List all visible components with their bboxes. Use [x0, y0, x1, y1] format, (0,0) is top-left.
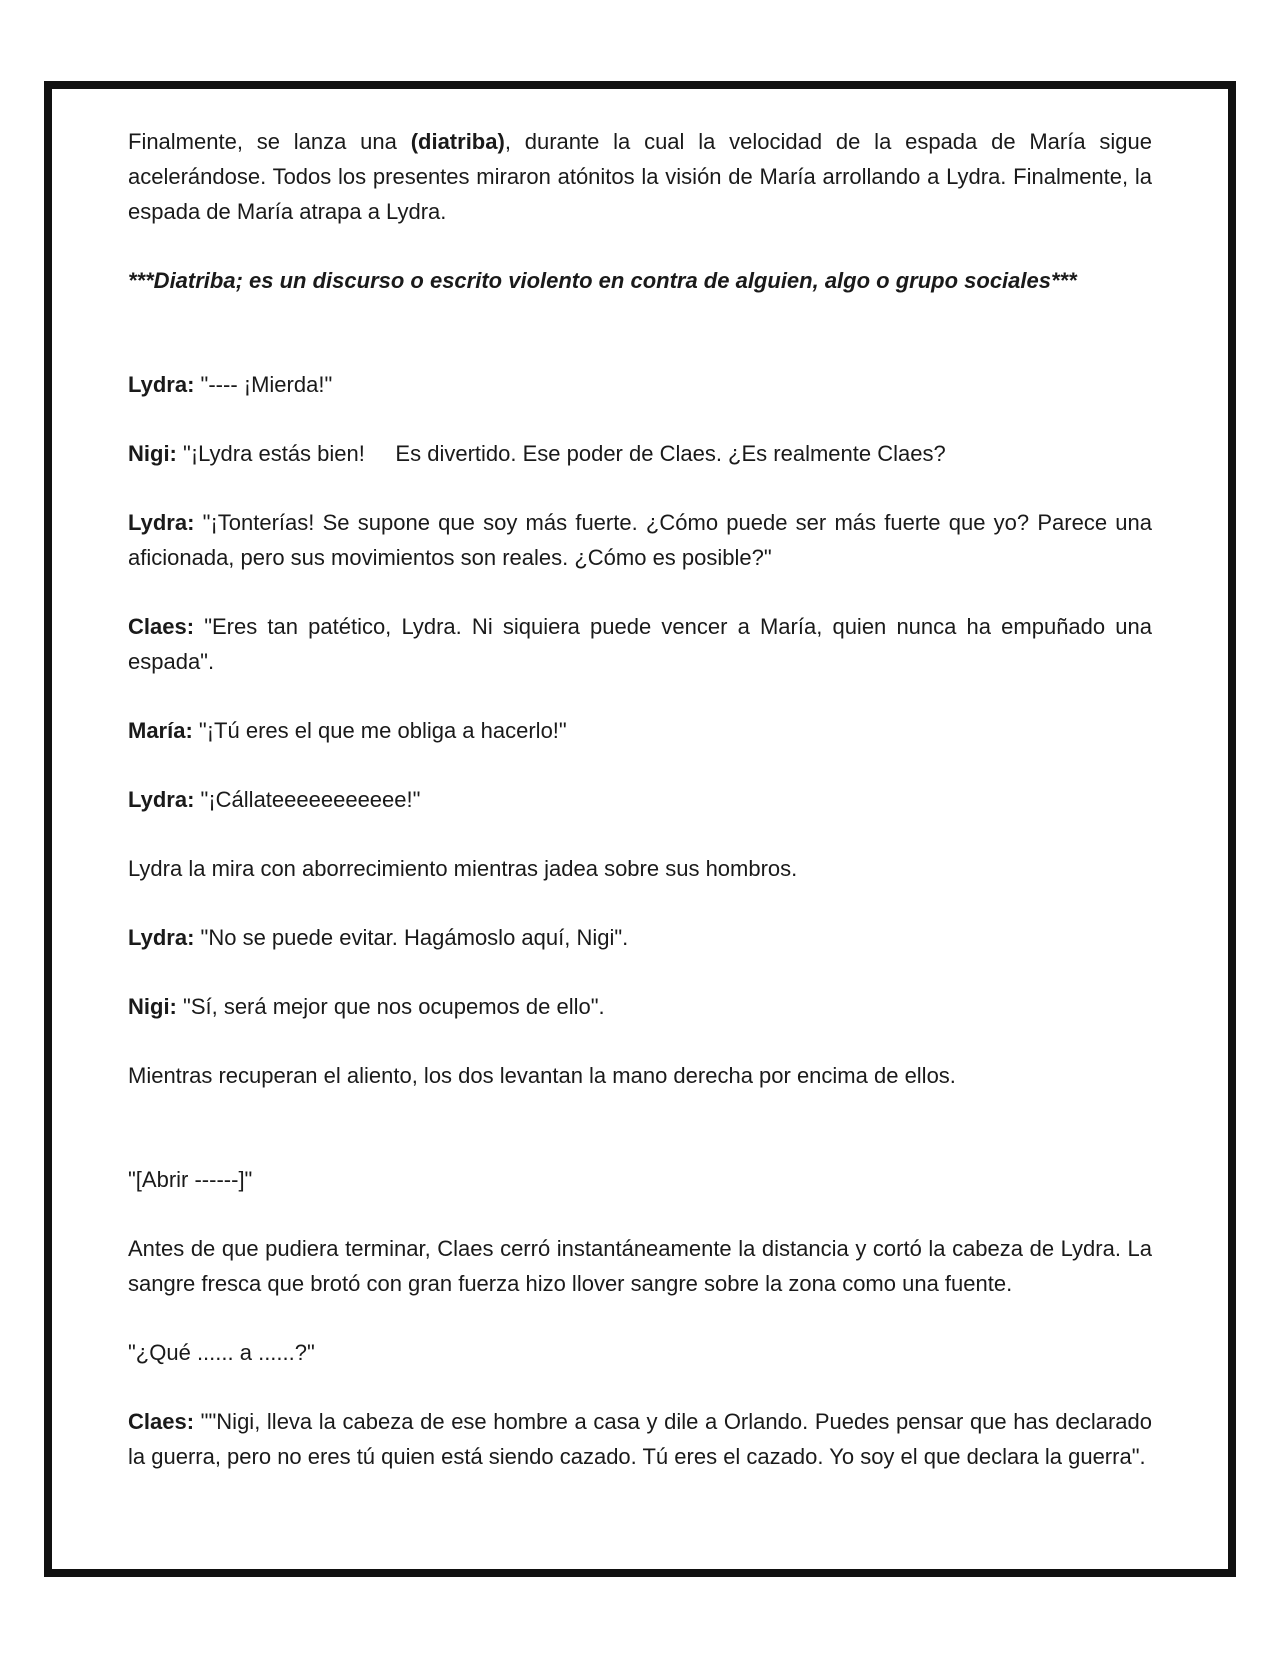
spell-line: "[Abrir ------]" [128, 1167, 253, 1192]
dialogue-line [128, 1404, 1152, 1474]
text-segment: Finalmente, se lanza una [128, 129, 411, 154]
speaker-name: Claes: [128, 1409, 195, 1434]
speaker-name: María: [128, 718, 193, 743]
speaker-name: Lydra: [128, 510, 195, 535]
narration-paragraph: Antes de que pudiera terminar, Claes cerró instantáneamente la distancia y cortó la cabeza de Lydra. La sangre fresca que brotó con gran fuerza hizo llover sangre sobre la zona como una fuente. [128, 1236, 1152, 1296]
dialogue-line [128, 367, 1152, 402]
speaker-name: Lydra: [128, 787, 195, 812]
dialogue-text: "No se puede evitar. Hagámoslo aquí, Nigi". [194, 925, 629, 950]
narration-paragraph: "¿Qué ...... a ......?" [128, 1340, 315, 1365]
dialogue-text: "¡Tú eres el que me obliga a hacerlo!" [192, 718, 567, 743]
text-segment: , durante la cual la velocidad de la espada de María sigue acelerándose. Todos los presentes miraron atónitos la visión de María arrollando a Lydra. Finalmente, la espada de María atrapa a Lydra. [128, 129, 1152, 224]
dialogue-line [128, 505, 1152, 575]
term-diatriba: (diatriba) [410, 129, 505, 154]
dialogue-line [128, 436, 1152, 471]
speaker-name: Lydra: [128, 372, 195, 397]
dialogue-line [128, 920, 1152, 955]
speaker-name: Lydra: [128, 925, 195, 950]
dialogue-line [128, 782, 1152, 817]
paragraph-intro [128, 124, 1152, 229]
dialogue-text: "Sí, será mejor que nos ocupemos de ello". [176, 994, 605, 1019]
speaker-name: Nigi: [128, 994, 177, 1019]
dialogue-line [128, 989, 1152, 1024]
dialogue-text: "¡Cállateeeeeeeeeee!" [194, 787, 421, 812]
dialogue-text: ""Nigi, lleva la cabeza de ese hombre a casa y dile a Orlando. Puedes pensar que has declarado la guerra, pero no eres tú quien está siendo cazado. Tú eres el cazado. Yo soy el que declara la guerra". [128, 1409, 1152, 1469]
dialogue-text: "---- ¡Mierda!" [194, 372, 333, 397]
speaker-name: Nigi: [128, 441, 177, 466]
speaker-name: Claes: [128, 614, 195, 639]
dialogue-line [128, 609, 1152, 679]
document-body [128, 124, 1152, 1474]
dialogue-text: "¡Tonterías! Se supone que soy más fuerte. ¿Cómo puede ser más fuerte que yo? Parece una aficionada, pero sus movimientos son reales. ¿Cómo es posible?" [128, 510, 1152, 570]
dialogue-text: "Eres tan patético, Lydra. Ni siquiera puede vencer a María, quien nunca ha empuñado una espada". [128, 614, 1152, 674]
dialogue-line [128, 713, 1152, 748]
narration-paragraph: Lydra la mira con aborrecimiento mientras jadea sobre sus hombros. [128, 856, 798, 881]
dialogue-text: "¡Lydra estás bien! Es divertido. Ese poder de Claes. ¿Es realmente Claes? [176, 441, 946, 466]
narration-paragraph: Mientras recuperan el aliento, los dos levantan la mano derecha por encima de ellos. [128, 1063, 956, 1088]
footnote-diatriba: ***Diatriba; es un discurso o escrito violento en contra de alguien, algo o grupo sociales*** [128, 268, 1077, 293]
